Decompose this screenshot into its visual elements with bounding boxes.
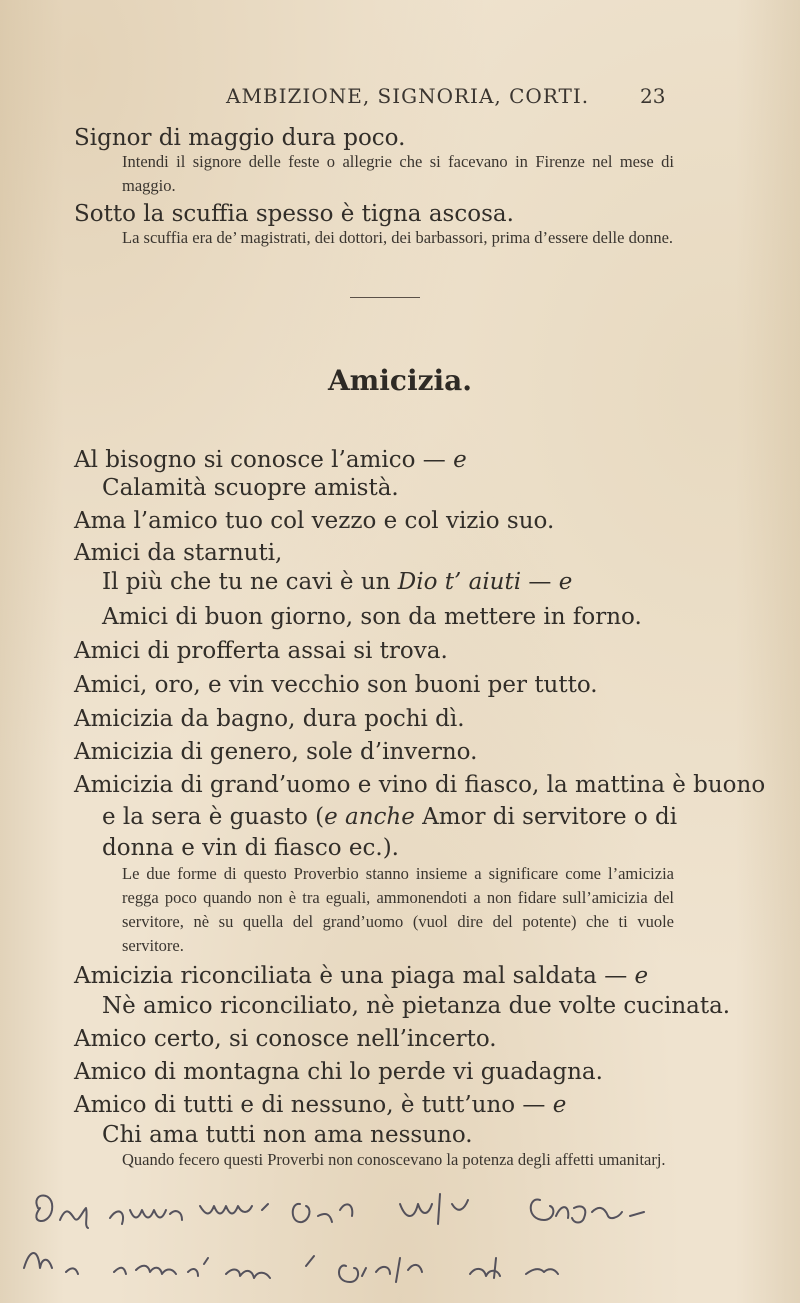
proverb-text: Il più che tu ne cavi è un <box>102 569 391 595</box>
proverb-line: Ama l’amico tuo col vezzo e col vizio suo. <box>74 508 555 534</box>
proverb-line: donna e vin di fiasco ec.). <box>102 835 399 861</box>
proverb-line: Amici di buon giorno, son da mettere in forno. <box>102 604 642 630</box>
section-title: Amicizia. <box>327 364 473 397</box>
proverb-italic: e anche <box>324 804 415 830</box>
proverb-text: Amicizia riconciliata è una piaga mal saldata — <box>74 963 628 989</box>
note-signor-di-maggio: Intendi il signore delle feste o allegrie che si facevano in Firenze nel mese di maggio. <box>122 152 674 195</box>
proverb-line: Amici di profferta assai si trova. <box>74 638 448 664</box>
dash: — <box>528 569 552 595</box>
proverb-text: Amor di servitore o di <box>422 804 678 830</box>
section-divider <box>350 297 420 298</box>
page-header <box>0 84 800 114</box>
connector-e: e <box>453 447 467 473</box>
proverb-line: Amico certo, si conosce nell’incerto. <box>74 1026 497 1052</box>
note-sotto-la-scuffia: La scuffia era de’ magistrati, dei dottori, dei barbassori, prima d’essere delle donne. <box>122 228 674 247</box>
proverb-italic: Dio t’ aiuti <box>397 569 522 595</box>
proverb-line: Amicizia di grand’uomo e vino di fiasco, la mattina è buono <box>74 772 766 798</box>
proverb-line <box>74 1091 566 1119</box>
note-amicizia-grand-uomo: Le due forme di questo Proverbio stanno insieme a significare come l’amicizia regga poco quando non è tra eguali, ammonendoti a non fidare sull’amicizia del servitore, nè su quella del grand’uomo (vuol dire del potente) che ti vuole servitore. <box>122 864 674 955</box>
proverb-line <box>102 803 677 831</box>
proverb-text: Al bisogno si conosce l’amico — <box>74 447 446 473</box>
connector-e: e <box>634 963 649 989</box>
connector-e: e <box>552 1092 567 1118</box>
proverb-line: Amicizia da bagno, dura pochi dì. <box>74 706 465 732</box>
proverb-signor-di-maggio: Signor di maggio dura poco. <box>74 125 406 151</box>
proverb-line: Nè amico riconciliato, nè pietanza due volte cucinata. <box>102 993 731 1019</box>
proverb-line: Amico di montagna chi lo perde vi guadagna. <box>74 1059 603 1085</box>
proverb-line: Calamità scuopre amistà. <box>102 475 399 501</box>
connector-e: e <box>558 569 573 595</box>
handwritten-annotation <box>0 1190 800 1303</box>
proverb-line <box>74 446 467 474</box>
page-number: 23 <box>640 84 666 108</box>
proverb-line <box>74 962 648 990</box>
running-title: AMBIZIONE, SIGNORIA, CORTI. <box>226 84 590 108</box>
proverb-line: Amici da starnuti, <box>74 540 283 566</box>
proverb-sotto-la-scuffia: Sotto la scuffia spesso è tigna ascosa. <box>74 201 514 227</box>
proverb-line: Amicizia di genero, sole d’inverno. <box>74 739 478 765</box>
proverb-line <box>102 568 572 596</box>
proverb-line: Chi ama tutti non ama nessuno. <box>102 1122 473 1148</box>
proverb-line: Amici, oro, e vin vecchio son buoni per tutto. <box>74 672 598 698</box>
note-umanitarj: Quando fecero questi Proverbi non conoscevano la potenza degli affetti umanitarj. <box>122 1150 666 1169</box>
proverb-text: e la sera è guasto ( <box>102 804 325 830</box>
proverb-text: Amico di tutti e di nessuno, è tutt’uno — <box>74 1092 546 1118</box>
